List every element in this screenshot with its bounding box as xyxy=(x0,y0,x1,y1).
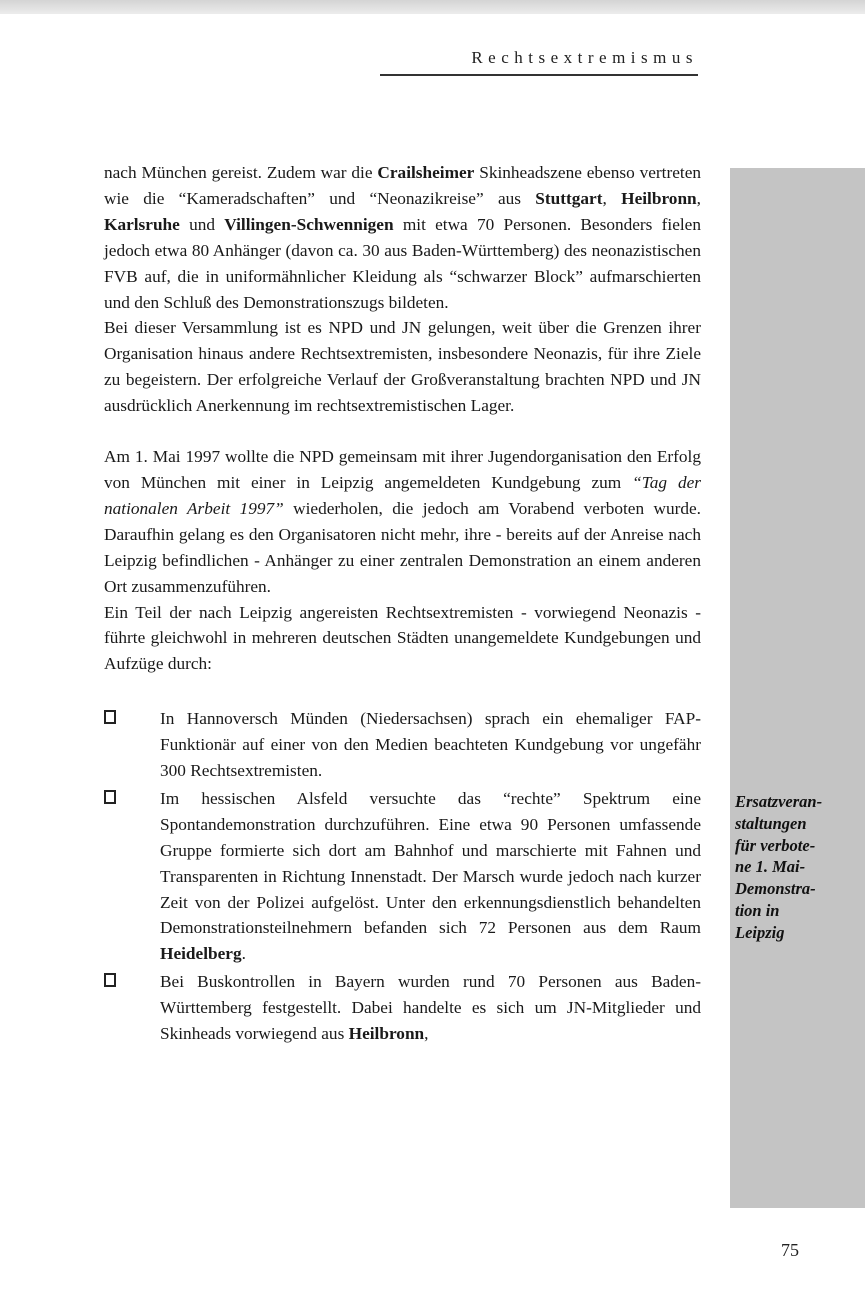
bold-term: Heidelberg xyxy=(160,944,242,964)
margin-note-line: Demonstra- xyxy=(735,879,816,899)
list-item-text xyxy=(160,972,701,1043)
bold-term: Villingen-Schwennigen xyxy=(224,214,394,234)
checkbox-bullet-icon xyxy=(104,710,116,724)
margin-note-line: staltungen xyxy=(735,813,807,833)
text-run: nach München gereist. Zudem war die xyxy=(104,163,378,182)
text-run: In Hannoversch Münden (Niedersachsen) sprach ein ehemaliger FAP-Funktionär auf einer von den Medien beachteten Kundgebung vor ungefähr 300 Rechtsextremisten. xyxy=(160,709,701,781)
text-run: und xyxy=(179,214,225,234)
page-number: 75 xyxy=(781,1240,799,1260)
paragraph xyxy=(104,315,701,419)
text-run: Am 1. Mai 1997 wollte die NPD gemeinsam mit ihrer Jugendorganisation den Erfolg von München mit einer in Leipzig angemeldeten Kundgebung zum xyxy=(104,447,701,492)
margin-note-line: Ersatzveran- xyxy=(735,792,823,811)
checkbox-bullet-icon xyxy=(104,790,116,804)
text-run: mit etwa 70 Personen. Besonders fielen jedoch etwa 80 Anhänger (davon ca. 30 aus Baden-Württemberg) des neonazistischen FVB auf, die in uniformähnlicher Kleidung als “schwarzer Block” aufmarschierten und den Schluß des Demonstrationszugs bildeten. xyxy=(104,214,701,312)
text-run: , xyxy=(602,188,622,208)
text-run: Ein Teil der nach Leipzig angereisten Rechtsextremisten - vorwiegend Neonazis - führte gleichwohl in mehreren deutschen Städten unangemeldete Kundgebungen und Aufzüge durch: xyxy=(104,602,701,674)
margin-note xyxy=(735,791,863,944)
margin-note-line: Leipzig xyxy=(735,922,785,942)
bold-term: Stuttgart xyxy=(535,188,603,208)
text-run: , xyxy=(424,1024,429,1044)
body-text xyxy=(104,160,701,1049)
margin-note-line: ne 1. Mai- xyxy=(735,857,806,877)
list-item xyxy=(104,706,701,784)
paragraph xyxy=(104,444,701,599)
margin-note-line: für verbote- xyxy=(735,835,816,855)
text-run: Bei Buskontrollen in Bayern wurden rund 70 Personen aus Baden-Württemberg festgestellt. Dabei handelte es sich um JN-Mitglieder und Skinheads vorwiegend aus xyxy=(160,972,701,1044)
paragraph xyxy=(104,600,701,678)
text-run: Im hessischen Alsfeld versuchte das “rechte” Spektrum eine Spontandemonstration durchzuführen. Eine etwa 90 Personen umfassende Gruppe formierte sich dort am Bahnhof und marschierte mit Fahnen und Transparenten in Richtung Innenstadt. Der Marsch wurde jedoch nach kurzer Zeit von der Polizei aufgelöst. Unter den erkennungsdienstlich behandelten Demonstrationsteilnehmern befanden sich 72 Personen aus dem Raum xyxy=(160,788,701,938)
bold-term: Karlsruhe xyxy=(104,214,180,234)
bold-term: Heilbronn xyxy=(348,1024,425,1044)
list-item-text xyxy=(160,789,701,963)
text-run: Bei dieser Versammlung ist es NPD und JN gelungen, weit über die Grenzen ihrer Organisation hinaus andere Rechtsextremisten, insbesondere Neonazis, für ihre Ziele zu begeistern. Der erfolgreiche Verlauf der Großveranstaltung brachten NPD und JN ausdrücklich Anerkennung im rechtsextremistischen Lager. xyxy=(104,318,701,416)
bold-term: Heilbronn xyxy=(621,188,697,208)
checkbox-bullet-icon xyxy=(104,973,116,987)
list-item-text xyxy=(160,709,701,780)
text-run: wiederholen, die jedoch am Vorabend verboten wurde. Daraufhin gelang es den Organisatoren nicht mehr, ihre - bereits auf der Anreise nach Leipzig befindlichen - Anhänger zu einer zentralen Demonstration an einem anderen Ort zusammenzuführen. xyxy=(104,498,701,596)
paragraph xyxy=(104,160,701,315)
running-header: Rechtsextremismus xyxy=(471,48,698,67)
text-run: Skinheadszene ebenso vertreten wie die “Kameradschaften” und “Neonazikreise” aus xyxy=(104,163,702,208)
scan-top-edge xyxy=(0,0,865,14)
bullet-list xyxy=(104,706,701,1047)
italic-title: “Tag der nationalen Arbeit 1997” xyxy=(104,472,701,518)
list-item xyxy=(104,786,701,967)
text-run: , xyxy=(696,188,701,208)
header-rule xyxy=(380,74,698,76)
margin-note-line: tion in xyxy=(735,900,780,920)
list-item xyxy=(104,969,701,1047)
margin-sidebar xyxy=(730,168,865,1208)
text-run: . xyxy=(241,944,246,964)
bold-term: Crailsheimer xyxy=(377,163,475,182)
